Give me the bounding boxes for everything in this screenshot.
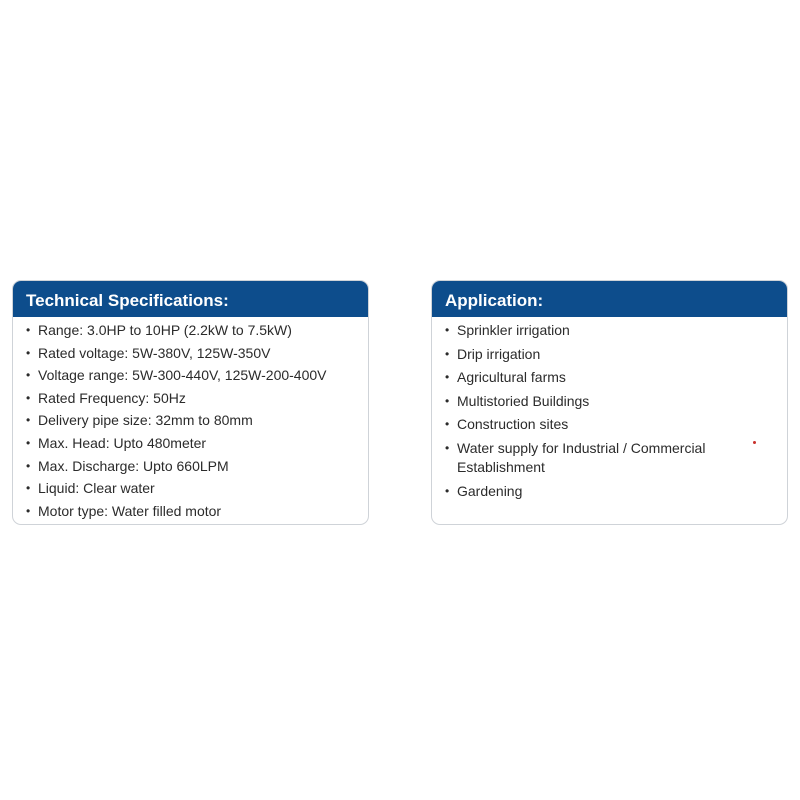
technical-specifications-card	[12, 280, 369, 525]
application-item-text: Gardening	[457, 482, 523, 499]
bullet-icon: •	[26, 390, 31, 405]
bullet-icon: •	[445, 370, 450, 385]
application-item	[432, 345, 787, 364]
spec-item-text: Max. Discharge: Upto 660LPM	[38, 457, 229, 474]
spec-item-text: Rated voltage: 5W-380V, 125W-350V	[38, 344, 271, 361]
bullet-icon: •	[26, 458, 31, 473]
spec-item-text: Range: 3.0HP to 10HP (2.2kW to 7.5kW)	[38, 322, 292, 338]
spec-item	[13, 366, 368, 385]
technical-specifications-list	[13, 317, 368, 521]
spec-item	[13, 434, 368, 453]
application-item	[432, 321, 787, 340]
application-title: Application:	[432, 281, 787, 317]
application-item-text: Drip irrigation	[457, 345, 541, 362]
technical-specifications-title: Technical Specifications:	[13, 281, 368, 317]
red-dot-mark	[753, 441, 756, 444]
bullet-icon: •	[26, 503, 31, 518]
application-item-text: Water supply for Industrial / Commercial Establishment	[457, 439, 706, 475]
application-item	[432, 482, 787, 501]
bullet-icon: •	[26, 345, 31, 360]
application-item-text: Construction sites	[457, 416, 569, 433]
spec-item	[13, 479, 368, 498]
application-item-text: Multistoried Buildings	[457, 392, 590, 409]
spec-item-text: Voltage range: 5W-300-440V, 125W-200-400V	[38, 367, 327, 384]
spec-item	[13, 344, 368, 363]
bullet-icon: •	[445, 440, 450, 455]
bullet-icon: •	[445, 483, 450, 498]
spec-item-text: Rated Frequency: 50Hz	[38, 389, 186, 406]
application-list	[432, 317, 787, 501]
spec-item	[13, 389, 368, 408]
spec-item	[13, 457, 368, 476]
spec-item-text: Max. Head: Upto 480meter	[38, 434, 207, 451]
application-item-text: Sprinkler irrigation	[457, 322, 570, 338]
application-item	[432, 368, 787, 387]
bullet-icon: •	[445, 346, 450, 361]
bullet-icon: •	[26, 435, 31, 450]
bullet-icon: •	[445, 393, 450, 408]
bullet-icon: •	[26, 481, 31, 496]
spec-item	[13, 321, 368, 340]
application-item	[432, 415, 787, 434]
application-item-text: Agricultural farms	[457, 369, 566, 386]
spec-item	[13, 502, 368, 521]
spec-item-text: Delivery pipe size: 32mm to 80mm	[38, 412, 253, 429]
bullet-icon: •	[445, 417, 450, 432]
application-item	[432, 439, 787, 477]
bullet-icon: •	[26, 413, 31, 428]
application-card	[431, 280, 788, 525]
bullet-icon: •	[26, 323, 31, 337]
spec-item	[13, 411, 368, 430]
bullet-icon: •	[26, 368, 31, 383]
application-item	[432, 392, 787, 411]
spec-item-text: Liquid: Clear water	[38, 480, 155, 497]
bullet-icon: •	[445, 323, 450, 337]
spec-item-text: Motor type: Water filled motor	[38, 502, 222, 519]
